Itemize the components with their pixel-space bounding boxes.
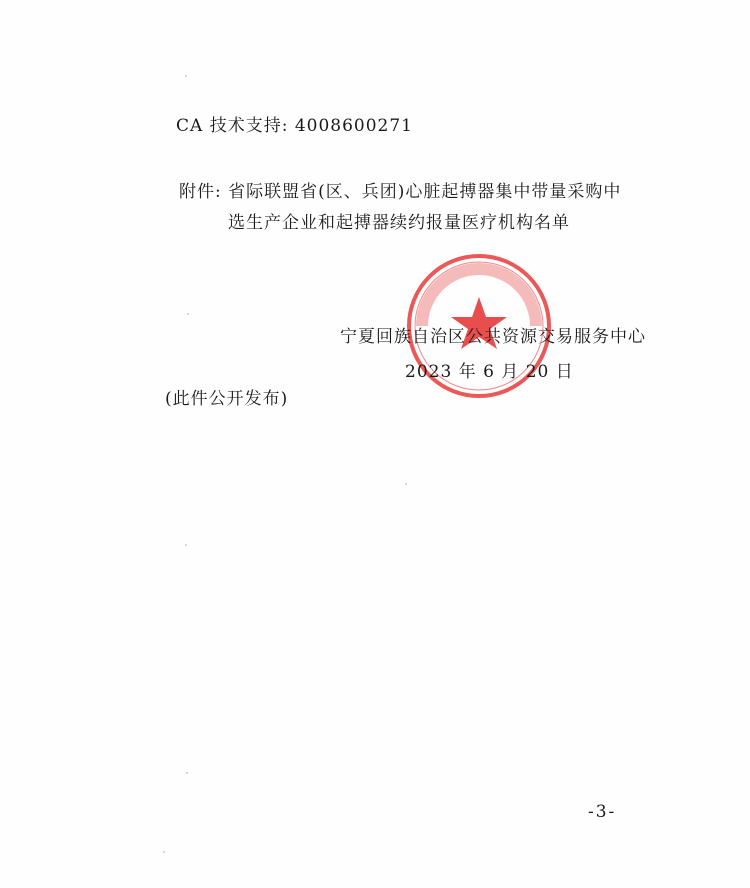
scan-speck [405,483,407,485]
scan-speck [185,544,187,546]
scan-speck [163,851,165,853]
scan-speck [187,313,189,315]
scan-speck [186,772,188,774]
issue-date: 2023 年 6 月 20 日 [405,362,574,382]
attachment-line-2: 选生产企业和起搏器续约报量医疗机构名单 [228,213,570,233]
scan-speck [185,75,187,77]
ca-support-line: CA 技术支持: 4008600271 [176,116,413,136]
issuer-name: 宁夏回族自治区公共资源交易服务中心 [340,327,646,347]
page-number: -3- [588,802,617,822]
attachment-line-1: 附件: 省际联盟省(区、兵团)心脏起搏器集中带量采购中 [179,182,622,202]
public-note: (此件公开发布) [165,389,289,409]
